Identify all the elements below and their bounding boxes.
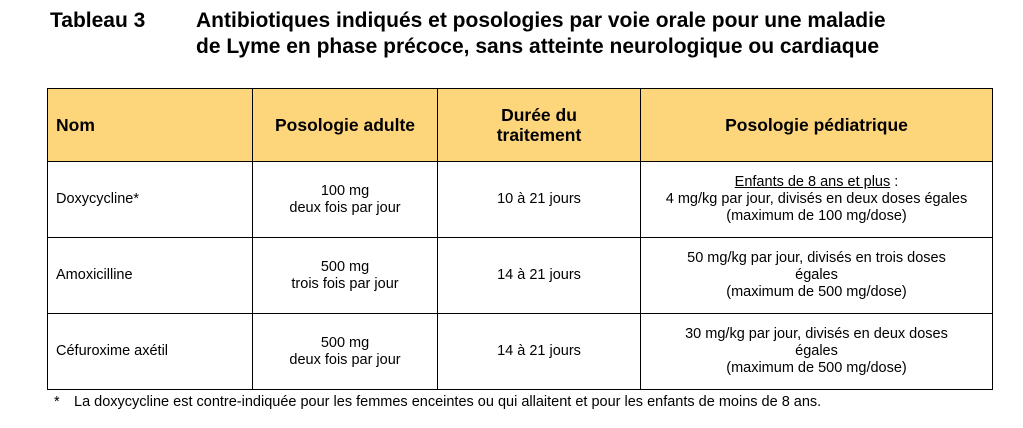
table-caption-line-2: de Lyme en phase précoce, sans atteinte neurologique ou cardiaque <box>196 35 880 58</box>
adult-dose-frequency: deux fois par jour <box>289 351 401 368</box>
pediatric-maximum: (maximum de 500 mg/dose) <box>726 360 907 376</box>
pediatric-dosage <box>641 238 993 314</box>
pediatric-dose: 30 mg/kg par jour, divisés en deux doses <box>685 326 948 342</box>
table-number: Tableau 3 <box>50 9 146 32</box>
table-row <box>48 238 993 314</box>
adult-dosage <box>253 238 438 314</box>
table-row <box>48 162 993 238</box>
pediatric-dose: 4 mg/kg par jour, divisés en deux doses égales <box>665 191 968 207</box>
pediatric-heading-text: Enfants de 8 ans et plus <box>734 174 891 190</box>
adult-dosage <box>253 162 438 238</box>
adult-dose-amount: 500 mg <box>320 334 370 351</box>
drug-name: Amoxicilline <box>48 238 253 314</box>
footnote-text: La doxycycline est contre-indiquée pour les femmes enceintes ou qui allaitent et pour les enfants de moins de 8 ans. <box>74 394 822 410</box>
adult-dose-frequency: deux fois par jour <box>289 199 401 216</box>
header-name: Nom <box>48 89 253 162</box>
header-row <box>48 89 993 162</box>
pediatric-heading-colon: : <box>890 174 899 190</box>
header-pediatric-dosage: Posologie pédiatrique <box>641 89 993 162</box>
pediatric-dose-cont: égales <box>795 343 838 359</box>
pediatric-heading <box>645 174 988 191</box>
adult-dose-frequency: trois fois par jour <box>291 275 399 292</box>
footnote-marker: * <box>54 394 60 410</box>
treatment-duration: 10 à 21 jours <box>438 162 641 238</box>
header-duration-line-1: Durée du <box>501 105 577 125</box>
pediatric-dosage <box>641 162 993 238</box>
footnote <box>54 393 821 411</box>
treatment-duration: 14 à 21 jours <box>438 238 641 314</box>
pediatric-maximum: (maximum de 500 mg/dose) <box>726 284 907 300</box>
header-duration-line-2: traitement <box>496 125 582 145</box>
pediatric-dose: 50 mg/kg par jour, divisés en trois doses <box>687 250 946 266</box>
pediatric-maximum: (maximum de 100 mg/dose) <box>726 208 907 224</box>
drug-name: Céfuroxime axétil <box>48 314 253 390</box>
table-caption-line-1: Antibiotiques indiqués et posologies par voie orale pour une maladie <box>196 9 886 32</box>
treatment-duration: 14 à 21 jours <box>438 314 641 390</box>
adult-dose-amount: 100 mg <box>320 182 370 199</box>
header-duration <box>438 89 641 162</box>
pediatric-dosage <box>641 314 993 390</box>
drug-name: Doxycycline* <box>48 162 253 238</box>
adult-dosage <box>253 314 438 390</box>
table-caption <box>196 8 996 60</box>
table-row <box>48 314 993 390</box>
header-adult-dosage: Posologie adulte <box>253 89 438 162</box>
dosage-table <box>47 88 993 390</box>
pediatric-dose-cont: égales <box>795 267 838 283</box>
adult-dose-amount: 500 mg <box>320 258 370 275</box>
